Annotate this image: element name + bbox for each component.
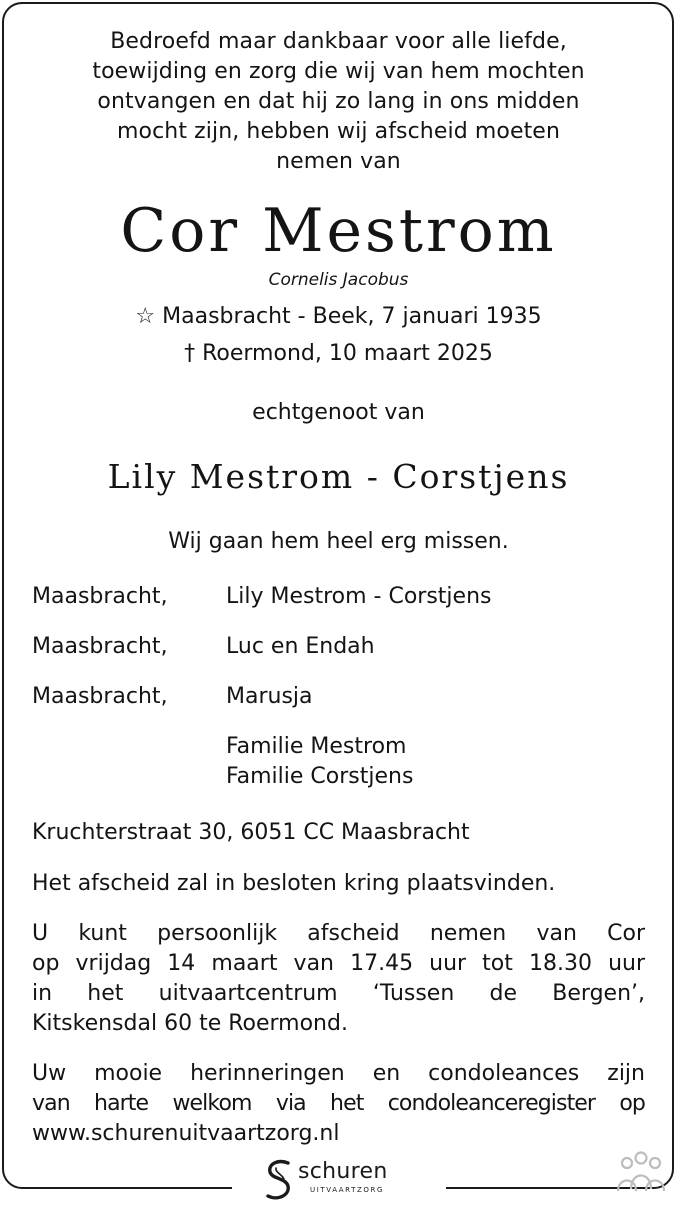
miss-text: Wij gaan hem heel erg missen. [168, 529, 509, 554]
mourner-place: Maasbracht, [32, 584, 168, 609]
spouse-name: Lily Mestrom - Corstjens [107, 457, 570, 496]
schuren-logo [264, 1156, 414, 1204]
intro-line: nemen van [276, 149, 401, 174]
deceased-name: Cor Mestrom [120, 196, 557, 266]
visit-line: U kunt persoonlijk afscheid nemen van Cor [32, 921, 645, 946]
mourner-names: Luc en Endah [226, 634, 375, 659]
mourner-place: Maasbracht, [32, 684, 168, 709]
visit-line: in het uitvaartcentrum ‘Tussen de Bergen’, [32, 981, 645, 1006]
visit-line: Kitskensdal 60 te Roermond. [32, 1011, 348, 1036]
death-line: † Roermond, 10 maart 2025 [184, 341, 493, 366]
family-line: Familie Mestrom [226, 734, 407, 759]
condolence-line: van harte welkom via het condoleanceregister op [32, 1091, 645, 1116]
birth-line: ☆ Maasbracht - Beek, 7 januari 1935 [135, 304, 542, 329]
mourner-names: Marusja [226, 684, 313, 709]
intro-line: Bedroefd maar dankbaar voor alle liefde, [110, 29, 567, 54]
intro-text [20, 27, 657, 177]
address-line: Kruchterstraat 30, 6051 CC Maasbracht [32, 820, 470, 845]
people-group-icon [615, 1147, 667, 1193]
condolence-line: Uw mooie herinneringen en condoleances zijn [32, 1061, 645, 1086]
schuren-s-logo-icon [264, 1156, 298, 1204]
farewell-note [32, 869, 645, 899]
deceased-given-names: Cornelis Jacobus [268, 270, 409, 290]
visit-info [32, 919, 645, 1039]
logo-name: schuren [298, 1159, 388, 1184]
logo-subtitle: UITVAARTZORG [310, 1186, 385, 1194]
address [32, 818, 645, 848]
condolence-url: www.schurenuitvaartzorg.nl [32, 1121, 340, 1146]
intro-line: mocht zijn, hebben wij afscheid moeten [116, 119, 560, 144]
visit-line: op vrijdag 14 maart van 17.45 uur tot 18.30 uur [32, 951, 645, 976]
family-line: Familie Corstjens [226, 764, 414, 789]
mourner-place: Maasbracht, [32, 634, 168, 659]
intro-line: toewijding en zorg die wij van hem mochten [92, 59, 585, 84]
intro-line: ontvangen en dat hij zo lang in ons midden [97, 89, 580, 114]
mourner-names: Lily Mestrom - Corstjens [226, 584, 492, 609]
condolence-info [32, 1059, 645, 1149]
farewell-line: Het afscheid zal in besloten kring plaatsvinden. [32, 871, 556, 896]
spouse-label: echtgenoot van [252, 400, 425, 425]
